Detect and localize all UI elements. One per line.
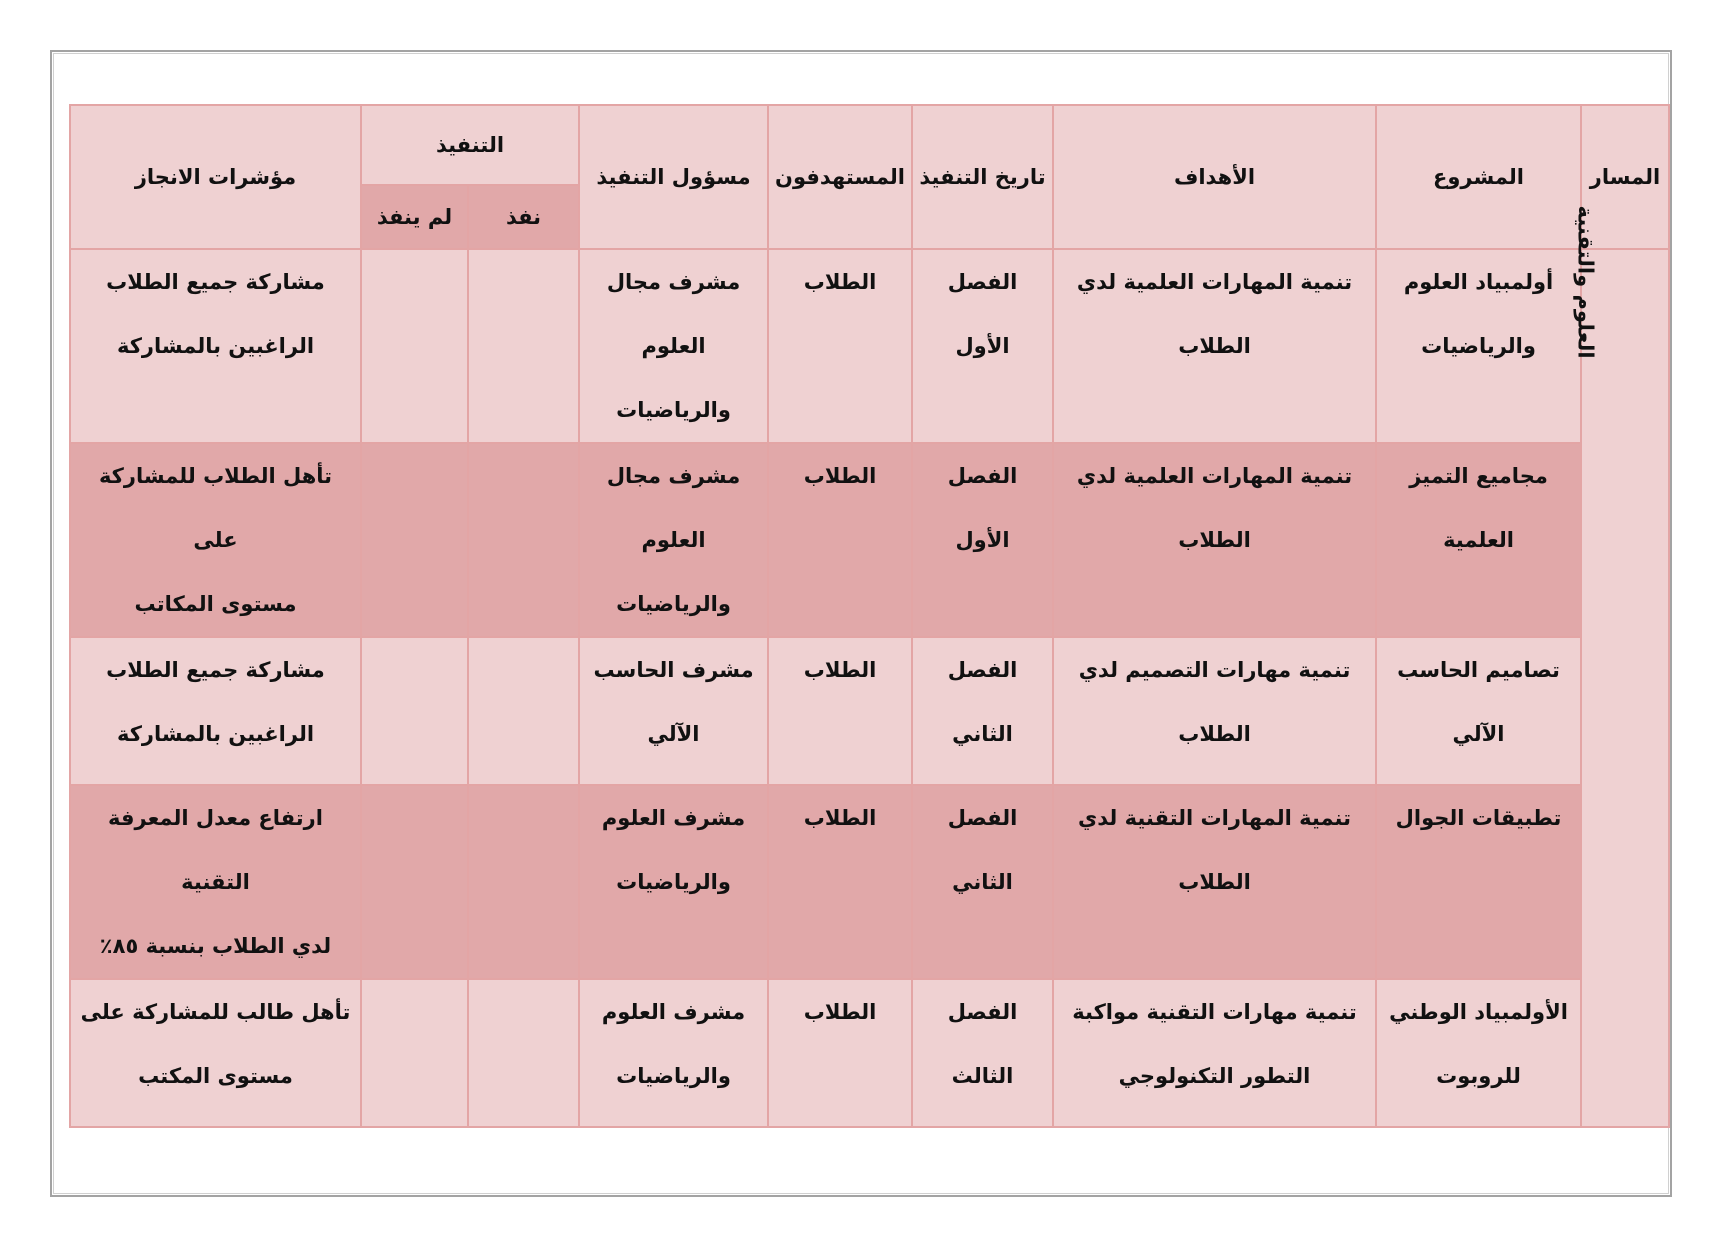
done-cell — [468, 979, 579, 1127]
indicators-cell — [70, 979, 361, 1127]
goals-cell-line: الطلاب — [1178, 722, 1251, 746]
responsible-cell-line: والرياضيات — [616, 870, 731, 894]
indicators-cell-line: مستوى المكتب — [138, 1064, 293, 1088]
indicators-cell-line: تأهل الطلاب للمشاركة على — [98, 464, 333, 552]
indicators-cell — [70, 249, 361, 443]
goals-cell-line: الطلاب — [1178, 334, 1251, 358]
date-cell — [912, 443, 1053, 637]
project-cell-line: للروبوت — [1436, 1064, 1521, 1088]
project-cell — [1376, 979, 1581, 1127]
responsible-cell-line: والرياضيات — [616, 1064, 731, 1088]
date-cell-text: الفصل الثاني — [947, 658, 1018, 746]
responsible-cell — [579, 979, 768, 1127]
project-cell-line: أولمبياد العلوم — [1403, 270, 1554, 294]
indicators-cell-line: لدي الطلاب بنسبة ٨٥٪ — [99, 934, 332, 958]
goals-cell-line: تنمية المهارات العلمية لدي — [1076, 464, 1353, 488]
project-cell-line: مجاميع التميز — [1409, 464, 1548, 488]
target-cell-text: الطلاب — [803, 270, 877, 294]
date-cell — [912, 637, 1053, 785]
responsible-cell — [579, 443, 768, 637]
target-cell — [768, 979, 912, 1127]
goals-cell — [1053, 979, 1376, 1127]
responsible-cell-line: مشرف الحاسب — [593, 658, 754, 682]
target-cell-text: الطلاب — [803, 658, 877, 682]
goals-cell — [1053, 249, 1376, 443]
target-cell — [768, 249, 912, 443]
header-indicators: مؤشرات الانجاز — [70, 105, 361, 249]
responsible-cell-line: مشرف العلوم — [601, 806, 746, 830]
plan-table — [69, 104, 1670, 1128]
not-done-cell — [361, 979, 468, 1127]
goals-cell-line: تنمية مهارات التقنية مواكبة — [1072, 1000, 1357, 1024]
header-goals: الأهداف — [1053, 105, 1376, 249]
project-cell — [1376, 637, 1581, 785]
done-cell — [468, 785, 579, 979]
table-row — [70, 637, 1669, 785]
done-cell — [468, 637, 579, 785]
goals-cell-line: التطور التكنولوجي — [1118, 1064, 1311, 1088]
indicators-cell-line: مشاركة جميع الطلاب — [106, 658, 325, 682]
project-cell-line: الأولمبياد الوطني — [1389, 1000, 1568, 1024]
responsible-cell — [579, 785, 768, 979]
table-row — [70, 979, 1669, 1127]
table-row — [70, 785, 1669, 979]
responsible-cell-line: الآلي — [647, 722, 700, 746]
project-cell-line: العلمية — [1443, 528, 1514, 552]
table-row — [70, 249, 1669, 443]
indicators-cell-line: تأهل طالب للمشاركة على — [80, 1000, 351, 1024]
table-row — [70, 443, 1669, 637]
goals-cell-line: تنمية المهارات التقنية لدي — [1078, 806, 1352, 830]
goals-cell — [1053, 443, 1376, 637]
header-done: نفذ — [468, 185, 579, 249]
date-cell-text: الفصل الثالث — [947, 1000, 1018, 1088]
responsible-cell — [579, 637, 768, 785]
header-track: المسار — [1581, 105, 1669, 249]
indicators-cell-line: الراغبين بالمشاركة — [116, 334, 315, 358]
date-cell-text: الفصل الأول — [947, 270, 1018, 358]
indicators-cell — [70, 785, 361, 979]
responsible-cell-line: مشرف مجال — [606, 464, 741, 488]
target-cell — [768, 637, 912, 785]
target-cell — [768, 443, 912, 637]
header-not-done: لم ينفذ — [361, 185, 468, 249]
responsible-cell-line: العلوم والرياضيات — [616, 334, 731, 422]
goals-cell — [1053, 785, 1376, 979]
indicators-cell-line: مشاركة جميع الطلاب — [106, 270, 325, 294]
header-execution: التنفيذ — [361, 105, 579, 185]
responsible-cell-line: العلوم والرياضيات — [616, 528, 731, 616]
track-cell — [1573, 205, 1669, 1127]
responsible-cell-line: مشرف العلوم — [601, 1000, 746, 1024]
indicators-cell-line: الراغبين بالمشاركة — [116, 722, 315, 746]
project-cell — [1376, 785, 1581, 979]
indicators-cell — [70, 443, 361, 637]
header-target: المستهدفون — [768, 105, 912, 249]
target-cell-text: الطلاب — [803, 806, 877, 830]
date-cell — [912, 979, 1053, 1127]
header-responsible: مسؤول التنفيذ — [579, 105, 768, 249]
project-cell — [1376, 443, 1581, 637]
project-cell-line: تصاميم الحاسب — [1397, 658, 1560, 682]
responsible-cell — [579, 249, 768, 443]
project-cell — [1376, 249, 1581, 443]
date-cell — [912, 249, 1053, 443]
done-cell — [468, 249, 579, 443]
done-cell — [468, 443, 579, 637]
indicators-cell-line: ارتفاع معدل المعرفة التقنية — [108, 806, 323, 894]
not-done-cell — [361, 785, 468, 979]
not-done-cell — [361, 637, 468, 785]
date-cell — [912, 785, 1053, 979]
header-project: المشروع — [1376, 105, 1581, 249]
project-cell-line: تطبيقات الجوال — [1395, 806, 1562, 830]
goals-cell-line: الطلاب — [1178, 870, 1251, 894]
track-label: العلوم والتقنية — [1573, 205, 1598, 359]
goals-cell-line: تنمية مهارات التصميم لدي — [1078, 658, 1351, 682]
date-cell-text: الفصل الثاني — [947, 806, 1018, 894]
goals-cell-line: تنمية المهارات العلمية لدي — [1076, 270, 1353, 294]
indicators-cell — [70, 637, 361, 785]
date-cell-text: الفصل الأول — [947, 464, 1018, 552]
project-cell-line: الآلي — [1452, 722, 1505, 746]
not-done-cell — [361, 249, 468, 443]
not-done-cell — [361, 443, 468, 637]
target-cell-text: الطلاب — [803, 1000, 877, 1024]
target-cell-text: الطلاب — [803, 464, 877, 488]
goals-cell-line: الطلاب — [1178, 528, 1251, 552]
header-date: تاريخ التنفيذ — [912, 105, 1053, 249]
project-cell-line: والرياضيات — [1421, 334, 1536, 358]
goals-cell — [1053, 637, 1376, 785]
responsible-cell-line: مشرف مجال — [606, 270, 741, 294]
target-cell — [768, 785, 912, 979]
indicators-cell-line: مستوى المكاتب — [134, 592, 297, 616]
